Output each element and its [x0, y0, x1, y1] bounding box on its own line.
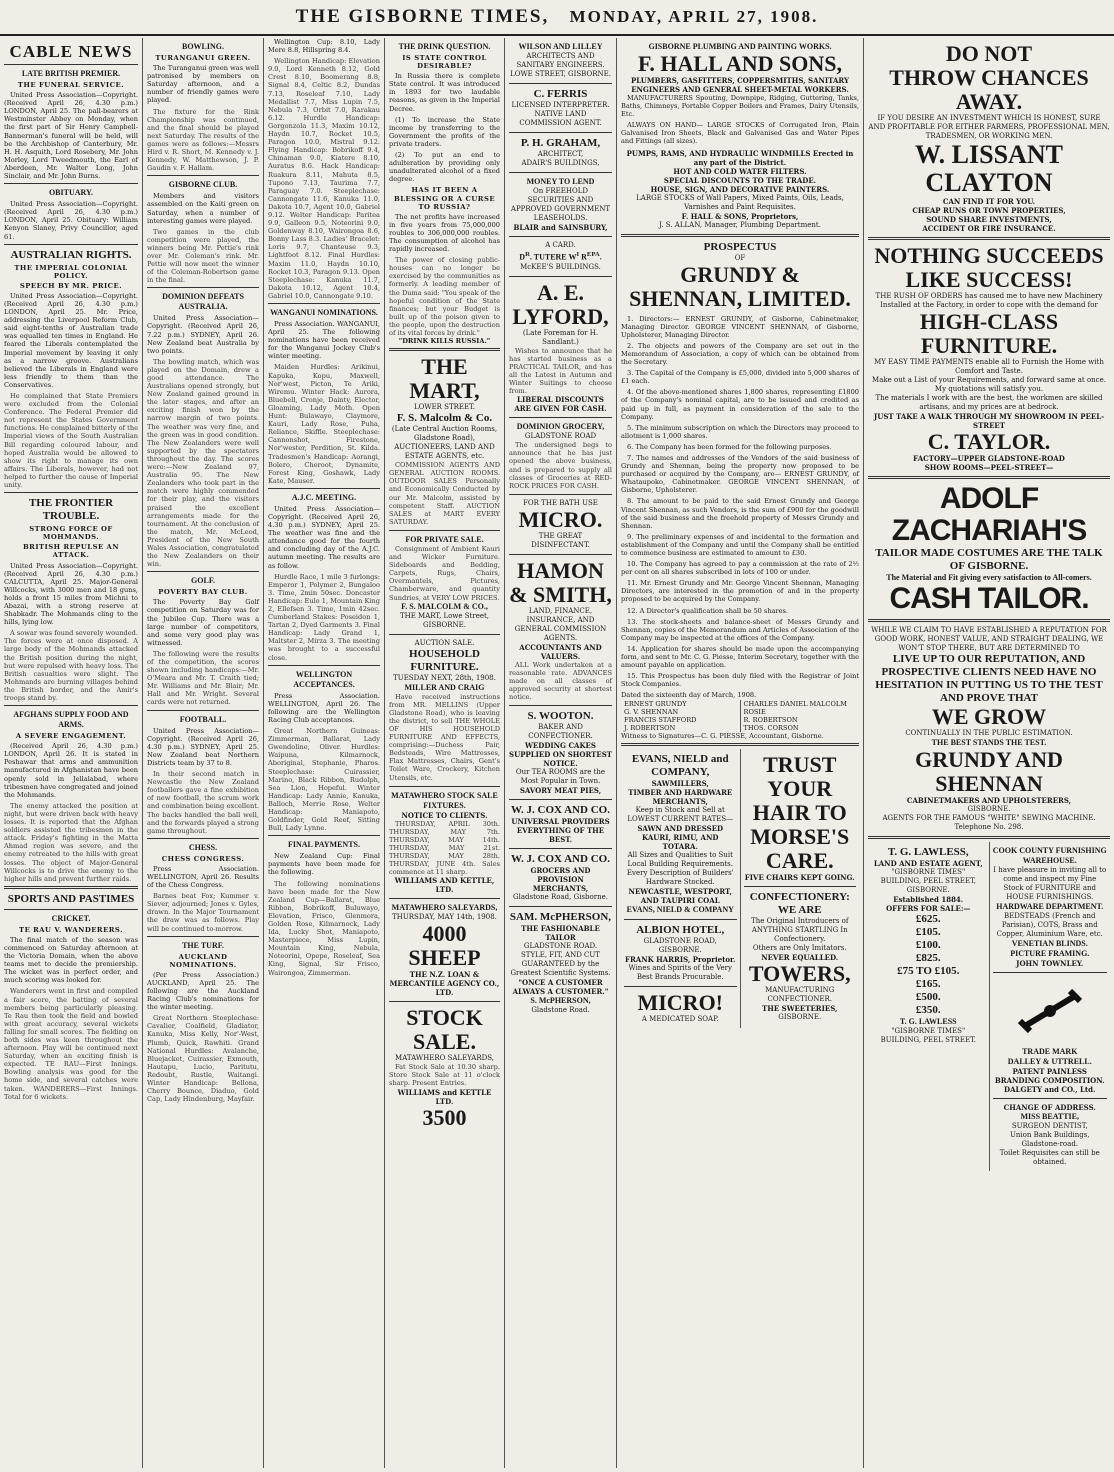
ad-text: THE BEST STANDS THE TEST.: [931, 738, 1047, 747]
ad-title: DOMINION GROCERY,: [516, 422, 605, 432]
price: £75 TO £105.: [897, 965, 960, 977]
ad-text: Make out a List of your Requirements, and forward same at once. My quotations will satisfy you.: [872, 376, 1106, 393]
article-heading: THE TURF.: [182, 940, 224, 950]
ad-ferris: [509, 88, 612, 128]
ad-text: KAURI, RIMU, AND TOTARA.: [642, 832, 719, 851]
ad-text: Others are Only Imitators.: [752, 943, 847, 952]
ad-grundy-shennan: [868, 626, 1110, 832]
ad-wj-cox: [509, 804, 612, 844]
ad-hamon-smith: HAMON & SMITH, LAND, FINANCE, INSURANCE, AND GENERAL COMMISSION AGENTS. ACCOUNTANTS AND VALUERS. ALL Work undertaken at a reasonable rate. ADVANCES made on all classes of approved security at shortest notice.: [509, 557, 612, 702]
ad-micro-soap: [624, 991, 737, 1024]
ad-text: Wines and Spirits of the Very Best Brands Procurable.: [628, 963, 732, 981]
ad-subtitle: PATENT PAINLESS BRANDING COMPOSITION.: [994, 1067, 1105, 1086]
ad-text: J. S. ALLAN, Manager, Plumbing Department.: [659, 220, 821, 229]
ad-private-sale: FOR PRIVATE SALE. Consignment of Ambient Kauri and Wicker Furniture. Sideboards and Bedding, Carpets, Rugs, Chairs, Overmantels, Pictures, Chamberware, and quantity Sundries, at VERY LOW PRICES. F. S. MALCOLM & CO., THE MART, Lowe Street, GISBORNE.: [389, 534, 500, 629]
ad-title: DO NOT: [945, 41, 1033, 66]
article-subheading: BRITISH REPULSE AN ATTACK.: [22, 543, 120, 560]
ad-text: (Late Central Auction Rooms, Gladstone Road), AUCTIONEERS, LAND AND ESTATE AGENTS, etc.: [391, 425, 498, 461]
ad-name: WILLIAMS AND KETTLE, LTD.: [394, 876, 495, 895]
signature: G. V. SHENNAN: [624, 707, 679, 716]
article-text: United Press Association—Copyright. (Received April 26, 4.30 p.m.) CALCUTTA, April 25. Major-General Willcocks, with 3000 men and 18 guns, holds a front 15 miles from Michni to Abazai, with a strong reserve at Shabkadr. The Mohmands cling to the hills, lying low.: [4, 561, 138, 627]
ad-graham: [509, 137, 612, 168]
article-text: Members and visitors assembled on the Kaiti green on Saturday, when a number of interesting games were played.: [147, 192, 259, 225]
ad-text: HOUSE, SIGN, AND DECORATIVE PAINTERS.: [650, 184, 830, 194]
ad-text: LIVE UP TO OUR REPUTATION, AND PROSPECTIVE CLIENTS NEED HAVE NO HESITATION IN PUTTING US TO THE TEST AND PROVE THAT: [875, 653, 1103, 704]
ad-auction-sale: AUCTION SALE. HOUSEHOLD FURNITURE. TUESDAY NEXT, 28th, 1908. MILLER AND CRAIG Have received instructions from MR. MELLINS (Upper Gladstone Road), who is leaving the district, to sell THE WHOLE OF HIS HOUSEHOLD FURNITURE AND EFFECTS, comprising:—Duchess Pair, Bedsteads, Wire Mattresses, Flax Mattresses, Chairs, Gent's Toilet Ware, Crockery, Kitchen Utensils, etc.: [389, 638, 500, 782]
ad-text: FACTORY—UPPER GLADSTONE-ROAD: [913, 454, 1065, 463]
ad-subtitle: THE GREAT DISINFECTANT.: [531, 531, 590, 549]
article-text: United Press Association—Copyright. (Received April 26, 4.30 p.m.) LONDON, April 25. The pall-bearers at Westminster Abbey on Monday, when the first part of Sir Henry Campbell-Bannerman's funeral will be held, will be the Archbishop of Canterbury, Mr. H. H. Asquith, Lord Rosebery, Mr. John Morley, Lord Tweedmouth, the Earl of Aberdeen, Mr. Walter Long, John Sinclair, and Mr. John Burns.: [4, 91, 138, 181]
ad-lawless: [871, 846, 986, 1045]
article-subheading: HAS IT BEEN A BLESSING OR A CURSE TO RUSSIA?: [393, 186, 496, 211]
ad-subtitle: LOWER STREET.: [413, 403, 475, 412]
article-text: Press Association. WANGANUI, April 25. The following nominations have been received for the Wanganui Jockey Club's winter meeting.: [268, 320, 380, 361]
ad-title: HAMON & SMITH,: [509, 557, 612, 607]
ad-headline: WE GROW: [931, 704, 1047, 729]
ad-adolf-zachariah: [868, 483, 1110, 615]
article-heading: DOMINION DEFEATS AUSTRALIA.: [162, 292, 244, 312]
ad-wooton: [509, 710, 612, 795]
ad-text: WHILE WE CLAIM TO HAVE ESTABLISHED A REPUTATION FOR GOOD WORK, HONEST VALUE, AND STRAIGHT DEALING, WE WON'T STOP THERE, BUT ARE DETERMINED TO: [871, 626, 1107, 652]
prospectus-clause: 4. Of the above-mentioned shares 1,800 shares, representing £1800 of the Company's nominal capital, are to be issued and credited as paid up in full, as payment in consideration of the sale to the Company.: [621, 388, 859, 421]
column-turf: Wellington Cup: 8.10, Lady Mere 8.8, Hillspring 8.4. Wellington Handicap: Elevation 9.0, Lord Kenneth 8.12, Gold Crest 8.10, Boomerang 8.8, Signal 8.4, Celtic 8.2, Dundas 7.13, Roseleaf 7.10, Lady Medallist 7.7, Miss Lupin 7.5, Nebula 7.3, Orbit 7.0, Rarakau 6.12. Hurdle Handicap: Gorgonzola 11.3, Maxim 10.12, Haydn 10.7, Rocket 10.5, Paragon 10.0, Mistral 9.12. Flying Handicap: Bobrikoff 9.4, Chinaman 9.0, Kiatere 8.10, Auratus 8.6. Hack Handicap: Ruakura 8.11, Mahuta 8.5, Tupono 7.13, Taurima 7.7, Paraguay 7.0. Steeplechase: Cannongate 11.6, Kanuka 11.0, Dakota 10.7, Agent 10.0, Gabriel 9.12. Welter Handicap: Paritea 9.9, Galleon 9.5, Noteorini 9.0, Goldenway 8.10, Wairongoa 8.6, Bonny Lass 8.3. Ladies' Bracelet: Loris 9.7, Chanteuse 9.3, Lightfoot 8.12. Final Hurdles: Maxim 11.0, Haydn 10.10, Rocket 10.3, Paragon 9.13. Open Steeplechase: Kanuka 11.7, Dakota 10.12, Agent 10.4, Gabriel 10.0, Cannongate 9.10. WANGANUI NOMINATIONS. Press Association. WANGANUI, April 25. The following nominations have been received for the Wanganui Jockey Club's winter meeting. Maiden Hurdles: Arikinui, Kapuka, Kopu, Maxwell, Nor'west, Picton, Te Ariki, Wiremu. Winter Hack: Aurora, Bluebell, Cronje, Dainty, Elector, Gloaming, Lady Moth. Open Hunt: Bulawayo, Claymore, Kauri, Lady Rose, Puha, Reliance, Skiffle. Steeplechase: Cannonshot, Firestone, Nor'wester, Perdition, St. Kilda. Tradesmen's Handicap: Aorangi, Bolero, Cheroot, Dynamite, Forest King, Goshawk, Lady Kate, Mauser. A.J.C. MEETING. United Press Association—Copyright. (Received April 26, 4.30 p.m.) SYDNEY, April 25. The weather was fine and the attendance good for the fourth and concluding day of the A.J.C. autumn meeting. The results are as follow. Hurdle Race, 1 mile 3 furlongs: Emperor 1, Polymer 2, Bungaloo 3. Time, 2min 50sec. Doncaster Handicap: Eulo 1, Mountain King 2, Ellefsen 3. Time, 1min 42sec. Cumberland Stakes: Poseidon 1, Tartan 2, Dyed Garments 3. Final Handicap: Lady Grand 1, Maltster 2, Mirza 3. The meeting was brought to a successful close. WELLINGTON ACCEPTANCES. Press Association. WELLINGTON, April 26. The following are the Wellington Racing Club acceptances. Great Northern Guineas: Zimmerman, Ballarat, Lady Gwendoline, Oliver. Hurdles: Waipuna, Kilmarnock, Aboriginal, Stephanie, Pharos. Steeplechase: Cuirassier, Marino, Black Ribbon, Rudolph, Sea Lion, Hopeful. Winter Handicap: Lady Annie, Kanuka, Balloch, Merrie Rose, Welter Handicap: Maniapoto, Goldfinder, Gold Reef, Sitting Bull, Lady Lynne. FINAL PAYMENTS. New Zealand Cup: Final payments have been made for the following. The following nominations have been made for the New Zealand Cup—Ballarat, Blue Ribbon, Bobrikoff, Buluwayo, Elevation, Frisco, Glenmora, Golden Rose, Kilmarnock, Lady Ida, Lucky Shot, Maniapoto, Masterpiece, Miss Lupin, Mountain King, Nebula, Noteorini, Opepe, Roseleaf, Sea King, Signal, Sir Frisco, Wairongoa, Zimmerman.: [264, 38, 385, 1468]
ad-text: DALGETY and CO., Ltd.: [1004, 1085, 1096, 1095]
ad-tutere: [509, 241, 612, 272]
article-text: (1) To increase the State income by transferring to the Government the profits of the private traders.: [389, 115, 500, 148]
ad-text: TIMBER AND HARDWARE MERCHANTS,: [628, 787, 733, 806]
prospectus-clause: 9. The preliminary expenses of and incidental to the formation and establishment of the Company and until the Company shall be entitled to commence business are estimated to amount to £30.: [621, 532, 859, 557]
ad-text: CONTINUALLY IN THE PUBLIC ESTIMATION.: [905, 729, 1073, 737]
ad-address: Union Bank Buildings, Gladstone-road.: [1009, 1131, 1090, 1149]
ad-headline: TAILOR MADE COSTUMES ARE THE TALK OF GISBORNE.: [875, 547, 1103, 572]
article-text: United Press Association—Copyright. (Received April 26, 4.30 p.m.) SYDNEY, April 25. New Zealand beat Northern Districts team by 37 to 8.: [147, 726, 259, 767]
ad-title: TRADE MARK: [1022, 1047, 1078, 1057]
ad-text: Keep in Stock and Sell at LOWEST CURRENT RATES—: [627, 805, 734, 823]
ad-text: AGENTS FOR THE FAMOUS "WHITE" SEWING MACHINE.: [882, 814, 1096, 822]
ad-title: CHANGE OF ADDRESS.: [1003, 1103, 1096, 1113]
article-heading: WELLINGTON ACCEPTANCES.: [293, 669, 355, 689]
witness: Witness to Signatures—C. G. PIESSE, Accountant, Gisborne.: [621, 731, 824, 740]
prospectus-clause: 12. A Director's qualification shall be 50 shares.: [627, 606, 789, 615]
section-heading: SPORTS AND PASTIMES: [7, 892, 135, 905]
price: £165.: [915, 978, 941, 990]
ad-text: SOUND SHARE INVESTMENTS,: [926, 215, 1052, 224]
ad-title: MATAWHERO STOCK SALE FIXTURES.: [391, 790, 498, 810]
ad-name: W. LISSANT CLAYTON: [915, 140, 1063, 197]
ad-text: JUST TAKE A WALK THROUGH MY SHOWROOM IN PEEL-STREET: [873, 412, 1105, 430]
ad-title: THROW CHANCES AWAY.: [889, 65, 1089, 114]
signature: THOS. CORSON: [743, 723, 799, 732]
ad-title: A. E. LYFORD,: [512, 279, 609, 329]
ad-towers: [744, 891, 857, 1022]
signature: J. ROBERTSON: [624, 723, 676, 732]
column-display-ads: [864, 38, 1114, 1468]
article-heading: CHESS.: [188, 842, 218, 852]
ad-name: T. G. LAWLESS: [899, 1017, 957, 1026]
ad-headline: HIGH-CLASS FURNITURE.: [919, 309, 1059, 358]
ad-text: CHEAP RUNS OR TOWN PROPERTIES,: [912, 206, 1066, 215]
price: £350.: [915, 1004, 941, 1016]
ad-the-mart: THE MART, LOWER STREET. F. S. Malcolm & Co. (Late Central Auction Rooms, Gladstone Road), AUCTIONEERS, LAND AND ESTATE AGENTS, etc. COMMISSION AGENTS AND GENERAL AUCTION ROOMS. OUTDOOR SALES Personally and Economically Conducted by our Mr. Malcolm, assisted by competent Staff. AUCTION SALES at MART EVERY SATURDAY.: [389, 354, 500, 526]
prospectus-clause: 15. This Prospectus has been duly filed with the Registrar of Joint Stock Companies.: [621, 672, 859, 689]
ad-name: CASH TAILOR.: [889, 582, 1089, 615]
ad-text: PUMPS, RAMS, AND HYDRAULIC WINDMILLS Erected in any part of the District.: [626, 148, 854, 167]
ad-subtitle: (Late Foreman for H. Sandlant.): [522, 328, 599, 346]
ad-text: ACCOUNTANTS AND VALUERS.: [519, 642, 602, 661]
ad-subtitle: SURGEON DENTIST,: [1011, 1122, 1088, 1131]
article-heading: AFGHANS SUPPLY FOOD AND ARMS.: [13, 710, 129, 730]
ad-name: EVANS, NIELD & COMPANY: [626, 904, 734, 914]
article-heading: FOOTBALL.: [179, 714, 227, 724]
ad-evans-nield: [624, 753, 737, 915]
ad-text: NEVER EQUALLED.: [761, 952, 839, 962]
prospectus-header: [621, 241, 859, 311]
ad-text: ACCIDENT OR FIRE INSURANCE.: [922, 224, 1056, 233]
ad-title: A CARD.: [545, 241, 576, 249]
masthead-title: THE GISBORNE TIMES,: [295, 6, 550, 27]
ad-title: STOCK SALE.: [406, 1005, 483, 1055]
ad-text: The Material and Fit giving every satisfaction to All-comers.: [886, 573, 1092, 582]
ad-title: EVANS, NIELD and COMPANY,: [631, 752, 729, 778]
ad-address: Gladstone Road.: [531, 1006, 590, 1015]
article-text: (Received April 26, 4.30 p.m.) LONDON, April 26. It is stated in Peshawar that arms and ammunition manufactured in Afghanistan have been openly sold in Jellalabad, where tribesmen have congregated and joined the Mohmands.: [4, 742, 138, 799]
article-subheading: POVERTY BAY CLUB.: [158, 588, 248, 597]
ad-name: JOHN TOWNLEY.: [1016, 959, 1084, 968]
ad-title: SAM. McPHERSON,: [509, 911, 612, 924]
ad-text: BEDSTEADS (French and Parisian), COTS, Brass and Copper, Aluminium Ware, etc.: [996, 912, 1103, 938]
ad-name: S. McPHERSON,: [530, 996, 591, 1006]
signature: ERNEST GRUNDY: [624, 699, 687, 708]
article-text: New Zealand Cup: Final payments have been made for the following.: [268, 852, 380, 877]
ad-stock-sale-fixtures: MATAWHERO STOCK SALE FIXTURES. NOTICE TO CLIENTS. THURSDAY, APRIL 30th. THURSDAY, MAY 7th. THURSDAY, MAY 14th. THURSDAY, MAY 21st. THURSDAY, MAY 28th. THURSDAY, JUNE 4th. Sales commence at 11 sharp. WILLIAMS AND KETTLE, LTD.: [389, 790, 500, 895]
ad-name: MISS BEATTIE,: [1020, 1112, 1080, 1122]
column-sports: BOWLING. TURANGANUI GREEN. The Turanganui green was well patronised by members on Saturday afternoon, and a number of friendly games were played. The fixture for the Rink Championship was continued, and the final should be played next Saturday. The results of the games were as follows:—Messrs Hird v. R. Short, M. Kennedy v. J. Kennedy, W. Matthewson, J. P. Gaudin v. F. Hallam. GISBORNE CLUB. Members and visitors assembled on the Kaiti green on Saturday, when a number of interesting games were played. Two games in the club competition were played, the winners being Mr. Pettie's rink over Mr. Coleman's rink. Mr. Pettie will now meet the winner of the Coleman-Robertson game in the final. DOMINION DEFEATS AUSTRALIA. United Press Association—Copyright. (Received April 26, 7.22 p.m.) SYDNEY, April 26. New Zealand beat Australia by two points. The bowling match, which was played on the Domain, drew a good attendance. The Australians opened strongly, but New Zealand gained ground in the later stages, and after an exciting finish won by the narrow margin of two points. The weather was very fine, and the green was in good condition. The New Zealanders were well supported by the spectators throughout the day. The scores were:—New Zealand 97, Australia 95. The New Zealanders who took part in the match were highly commended for their play, and the visitors praised the excellent arrangements made for the tournament. At the conclusion of the match, Mr. McLeod, President of the New South Wales Association, congratulated the New Zealanders on their win. GOLF. POVERTY BAY CLUB. The Poverty Bay Golf competition on Saturday was for the Jubilee Cup. There was a large number of competitors, and some very good play was witnessed. The following were the results of the competition, the scores shown including handicaps:—Mr. O'Meara and Mr. T. Craith tied; Mr. Williams and Mr. Blair; Mr. Hall and Mr. Wright. Several cards were not returned. FOOTBALL. United Press Association—Copyright. (Received April 26, 4.30 p.m.) SYDNEY, April 25. New Zealand beat Northern Districts team by 37 to 8. In their second match in Newcastle the New Zealand footballers gave a fine exhibition of new football, the scrum work and combination being excellent. The backs handled the ball well, and the forwards played a strong game throughout. CHESS. CHESS CONGRESS. Press Association. WELLINGTON, April 26. Results of the Chess Congress. Barnes beat Fox; Kummer v. Siever, adjourned; Jones v. Gyles, drawn. In the Major Tournament the draw was as follows. Play will be continued to-morrow. THE TURF. AUCKLAND NOMINATIONS. (Per Press Association.) AUCKLAND, April 25. The following are the Auckland Racing Club's nominations for the winter meeting. Great Northern Steeplechase: Cavalier, Coalfield, Gladiator, Kanuka, Miss Kelly, Nor'-West, Plumb, Quick, Rawhiti. Grand National Hurdles: Avalanche, Bluejacket, Cuirassier, Exmouth, Hautapu, Lucio, Paritutu, Redoubt, Rustle, Waitangi. Winter Handicap: Bellona, Cherry Bounce, Diaduo, Gold Cap, Lady Hindenburg, Mayfair.: [143, 38, 264, 1468]
ad-text: The materials I work with are the best, the workmen are skilled artisans, and my prices are at bedrock.: [875, 394, 1103, 411]
ad-text: THE MART, Lowe Street, GISBORNE.: [399, 611, 490, 629]
article-subheading: THE FUNERAL SERVICE.: [17, 81, 125, 89]
ad-text: Our TEA ROOMS are the Most Popular in Town.: [515, 768, 606, 786]
ad-address: GISBORNE.: [778, 1012, 822, 1021]
ad-name: THE N.Z. LOAN & MERCANTILE AGENCY CO., LTD.: [389, 970, 500, 998]
ad-subtitle: BAKER AND CONFECTIONER.: [528, 723, 593, 741]
ad-mcpherson: [509, 911, 612, 1015]
ad-dominion-grocery: DOMINION GROCERY, GLADSTONE ROAD The undersigned begs to announce that he has just opened the above business, and is prepared to supply all classes of Groceries at RED-ROCK PRICES FOR CASH.: [509, 422, 612, 490]
ad-text: FRANK HARRIS, Proprietor.: [625, 954, 736, 964]
ad-text: LIBERAL DISCOUNTS ARE GIVEN FOR CASH.: [514, 395, 607, 414]
ad-stock-sale: STOCK SALE. MATAWHERO SALEYARDS, Fat Stock Sale at 10.30 sharp. Store Stock Sale at 11 o'clock sharp. Present Entries. WILLIAMS and KETTLE LTD. 3500: [389, 1005, 500, 1130]
ad-wj-cox-grocers: [509, 853, 612, 902]
ad-text: SAWN AND DRESSED: [637, 823, 724, 833]
section-heading: CABLE NEWS: [9, 42, 133, 61]
ad-text: Telephone No. 298.: [954, 823, 1024, 831]
article-text: The Poverty Bay Golf competition on Saturday was for the Jubilee Cup. There was a large number of competitors, and some very good play was witnessed.: [147, 598, 259, 647]
ad-wilson-lilley: [509, 42, 612, 79]
ad-subtitle: FIVE CHAIRS KEPT GOING.: [744, 872, 855, 882]
ad-title: NOTHING SUCCEEDS LIKE SUCCESS!: [874, 243, 1104, 292]
ad-subtitle: CAN FIND IT FOR YOU.: [942, 197, 1036, 206]
ad-title: MONEY TO LEND: [526, 177, 595, 186]
ad-name: F. HALL AND SONS,: [638, 51, 842, 76]
article-subheading: TURANGANUI GREEN.: [155, 54, 251, 62]
ad-subtitle: VENETIAN BLINDS.: [1011, 939, 1088, 948]
ad-text: TUESDAY NEXT, 28th, 1908.: [393, 673, 496, 682]
ad-title: ADOLF ZACHARIAH'S: [891, 482, 1087, 547]
article-heading: THE FRONTIER TROUBLE.: [28, 497, 114, 523]
prospectus-clause: 13. The stock-sheets and balance-sheet of Messrs Grundy and Shennan, copies of the Memorandum and Articles of Association of the Company may be inspected at the offices of the Company.: [621, 617, 859, 642]
prospectus-clause: 10. The Company has agreed to pay a commission at the rate of 2½ per cent on all shares subscribed in lots of 100 or under.: [621, 560, 859, 577]
ad-hall-sons: [621, 42, 859, 230]
prospectus-dated: Dated the sixteenth day of March, 1908.: [621, 691, 757, 700]
ad-cook-county: [993, 846, 1108, 968]
ad-subtitle: PLUMBERS, GASFITTERS, COPPERSMITHS, SANITARY ENGINEERS AND GENERAL SHEET-METAL WORKERS.: [630, 76, 850, 94]
ad-subtitle: LICENSED INTERPRETER.: [511, 101, 610, 109]
article-heading: AUSTRALIAN RIGHTS.: [10, 248, 132, 261]
article-text: The final match of the season was commenced on Saturday afternoon at the Victoria Domain, when the above teams met to decide the premiership. The wicket was in perfect order, and much scoring was looked for.: [4, 935, 138, 985]
ad-saleyards: [389, 903, 500, 997]
ad-title: WILSON AND LILLEY: [518, 42, 603, 51]
article-heading: BOWLING.: [181, 42, 224, 51]
price: £100.: [915, 939, 941, 951]
prospectus-clause: 7. The names and addresses of the Vendors of the said business of Grundy and Shennan, being the property now proposed to be purchased or acquired by the Company, are— ERNEST GRUNDY, of Whataupoko, Cabinetmaker. GEORGE VINCENT SHENNAN, of Gisborne, Upholsterer.: [621, 453, 859, 495]
ad-address: ADAIR'S BUILDINGS,: [521, 159, 600, 167]
ad-address: GLADSTONE ROAD.: [523, 942, 598, 951]
anchor-trade-mark-icon: [1005, 981, 1095, 1041]
signature: CHARLES DANIEL MALCOLM ROSIE: [743, 699, 848, 716]
article-text: United Press Association—Copyright. (Received April 26, 7.22 p.m.) SYDNEY, April 26. New Zealand beat Australia by two points.: [147, 314, 259, 355]
ad-subtitle: LAND AND ESTATE AGENT,: [873, 859, 983, 868]
ad-lissant-clayton: [868, 42, 1110, 233]
ad-trade-mark: [993, 977, 1108, 1094]
ad-title: T. G. LAWLESS,: [887, 846, 969, 858]
ad-title: GISBORNE PLUMBING AND PAINTING WORKS.: [648, 42, 832, 51]
ad-title: P. H. GRAHAM,: [520, 137, 601, 149]
prospectus-clause: 14. Application for shares should be made upon the accompanying form, and sent to Mr. C. G. Piesse, Interim Secretary, together with the amount payable on application.: [621, 644, 859, 670]
ad-lyford: A. E. LYFORD, (Late Foreman for H. Sandlant.) Wishes to announce that he has started business as a PRACTICAL TAILOR, and has all the Latest in Autumn and Winter Suitings to choose from. LIBERAL DISCOUNTS ARE GIVEN FOR CASH.: [509, 279, 612, 414]
ad-text: STYLE, FIT, AND CUT GUARANTEED by the Greatest Scientific Systems.: [510, 951, 611, 978]
ad-money-to-lend: [509, 177, 612, 232]
ad-subtitle: MANUFACTURING CONFECTIONER.: [765, 985, 835, 1003]
ad-title: FOR THE BATH USE: [523, 498, 598, 507]
ad-address: LOWE STREET, GISBORNE.: [510, 70, 611, 78]
article-text: United Press Association—Copyright. (Received April 26, 4.30 p.m.) LONDON, April 25. Mr. Price, addressing the Liverpool Reform Club, said eight-tenths of Australian trade was equalled ten times in England. He feared the Liberals contemplated the Imperial movement by leaving it only as a narrow groove. Australians believed the Liberals in England were less friendly to them than the Conservatives.: [4, 291, 138, 389]
ad-albion-hotel: [624, 924, 737, 982]
ad-text: SPECIAL DISCOUNTS TO THE TRADE.: [663, 175, 817, 185]
article-subheading: SPEECH BY MR. PRICE.: [19, 281, 123, 290]
article-heading: FINAL PAYMENTS.: [287, 840, 360, 850]
prospectus-clause: 3. The Capital of the Company is £5,000, divided into 5,000 shares of £1 each.: [621, 369, 860, 386]
ad-text: "ONCE A CUSTOMER ALWAYS A CUSTOMER.": [512, 978, 609, 997]
ad-c-taylor: [868, 244, 1110, 472]
article-heading: GISBORNE CLUB.: [168, 180, 238, 190]
article-heading: CRICKET.: [51, 913, 91, 923]
ad-title: FOR PRIVATE SALE.: [405, 534, 484, 544]
prospectus-of: OF: [734, 253, 746, 262]
article-heading: OBITUARY.: [48, 188, 94, 198]
ad-morse: [744, 753, 857, 882]
prospectus-clause: 8. The amount to be paid to the said Ernest Grundy and George Vincent Shennan, as such Vendors, is the sum of £900 for the goodwill of the said business and the freehold property of Messrs Grundy and Shennan.: [621, 497, 859, 530]
price: £625.: [915, 913, 941, 925]
quote: "DRINK KILLS RUSSIA.": [398, 337, 491, 346]
ad-subtitle: NOTICE TO CLIENTS.: [401, 810, 488, 820]
ad-subtitle: On FREEHOLD SECURITIES AND APPROVED GOVERNMENT LEASEHOLDS.: [510, 187, 611, 222]
signatures: [621, 700, 859, 732]
article-subheading: IS STATE CONTROL DESIRABLE?: [402, 54, 487, 71]
article-subheading: THE IMPERIAL COLONIAL POLICY.: [14, 263, 128, 280]
bottom-ads-right: [868, 842, 1110, 1171]
ad-micro: [509, 499, 612, 550]
column-cable-news: CABLE NEWS LATE BRITISH PREMIER. THE FUNERAL SERVICE. United Press Association—Copyright. (Received April 26, 4.30 p.m.) LONDON, April 25. The pall-bearers at Westminster Abbey on Monday, when the first part of Sir Henry Campbell-Bannerman's funeral will be held, will be the Archbishop of Canterbury, Mr. H. H. Asquith, Lord Rosebery, Mr. John Morley, Lord Tweedmouth, the Earl of Aberdeen, Mr. Walter Long, John Sinclair, and Mr. John Burns. OBITUARY. United Press Association—Copyright. (Received April 26, 4.30 p.m.) LONDON, April 25. Obituary: William Kenyon Slaney, Privy Councillor, aged 61. AUSTRALIAN RIGHTS. THE IMPERIAL COLONIAL POLICY. SPEECH BY MR. PRICE. United Press Association—Copyright. (Received April 26, 4.30 p.m.) LONDON, April 25. Mr. Price, addressing the Liverpool Reform Club, said eight-tenths of Australian trade was equalled ten times in England. He feared the Liberals contemplated the Imperial movement by leaving it only as a narrow groove. Australians believed the Liberals in England were less friendly to them than the Conservatives. He complained that State Premiers were excluded from the Colonial Conference. The Federal Premier did not represent the States Government functions. He complained bitterly of the Imperial views of the South Australian Bill regarding coloured labour, and hoped Australia would be allowed to show its right to manage its own affairs. The Liberals, however, had not helped to further the cause of Imperial unity. THE FRONTIER TROUBLE. STRONG FORCE OF MOHMANDS. BRITISH REPULSE AN ATTACK. United Press Association—Copyright. (Received April 26, 4.30 p.m.) CALCUTTA, April 25. Major-General Willcocks, with 3000 men and 18 guns, holds a front 15 miles from Michni to Abazai, with a strong reserve at Shabkadr. The Mohmands cling to the hills, lying low. A sowar was found severely wounded. The forces were at once disposed. A large body of the Mohmands attacked the British position during the night, but were repulsed with heavy loss. The British casualties were slight. The Mohmands are burning villages behind the British border, and the Amir's troops stand by. AFGHANS SUPPLY FOOD AND ARMS. A SEVERE ENGAGEMENT. (Received April 26, 4.30 p.m.) LONDON, April 26. It is stated in Peshawar that arms and ammunition manufactured in Afghanistan have been openly sold in Jellalabad, where tribesmen have congregated and joined the Mohmands. The enemy attacked the position at night, but were driven back with heavy losses. It is reported that the Afghan soldiers assisted the tribesmen in the attack. Friday's fighting in the Matta Ahmad region was severe, and the enemy retreated to the hills with great losses. The object of Major-General Willcocks is to drive the enemy to the higher hills and prevent further raids. SPORTS AND PASTIMES CRICKET. TE RAU V. WANDERERS. The final match of the season was commenced on Saturday afternoon at the Victoria Domain, when the above teams met to decide the premiership. The wicket was in perfect order, and much scoring was looked for. Wanderers went in first and compiled a fair score, the batting of several members being particularly pleasing. Te Rau then took the field and bowled with great accuracy, several wickets falling for small scores. The fielding on both sides was keen throughout the afternoon. Play will be continued next Saturday, when an exciting finish is expected. TE RAU—First Innings. Bowling analysis was good for the home side, and several catches were taken. WANDERERS—First Innings. Total for 6 wickets.: [0, 38, 143, 1468]
masthead: [0, 0, 1114, 36]
ad-text: Every Description of Builders' Hardware Stocked.: [626, 868, 734, 886]
ad-beattie: [993, 1103, 1108, 1167]
ad-subtitle: PICTURE FRAMING.: [1010, 949, 1090, 958]
prospectus-title: PROSPECTUS: [703, 240, 777, 253]
ad-auctioneer: MILLER AND CRAIG: [404, 682, 485, 692]
masthead-date: MONDAY, APRIL 27, 1908.: [569, 7, 819, 26]
ad-title: AUCTION SALE.: [414, 638, 475, 647]
ad-text: THE SWEETERIES,: [762, 1003, 838, 1013]
ad-text: Established 1884.: [893, 895, 964, 904]
column-professional-cards: [505, 38, 617, 1468]
ad-text: MY EASY TIME PAYMENTS enable all to Furnish the Home with Comfort and Taste.: [874, 358, 1104, 375]
ad-title: W. J. COX AND CO.: [511, 853, 610, 866]
ad-subtitle: ARCHITECTS AND SANITARY ENGINEERS.: [516, 52, 605, 69]
article-text: Wellington Cup: 8.10, Lady Mere 8.8, Hillspring 8.4.: [268, 38, 380, 55]
ad-text: SAVORY MEAT PIES,: [519, 786, 602, 796]
ad-text: SHOW ROOMS—PEEL-STREET—: [924, 463, 1054, 472]
prospectus-clause: 2. The objects and powers of the Company are set out in the Memorandum of Association, a copy of which can be obtained from the Secretary.: [621, 341, 859, 367]
ad-text: Toilet Requisites can still be obtained.: [999, 1149, 1100, 1167]
ad-title: COOK COUNTY FURNISHING WAREHOUSE.: [992, 846, 1107, 865]
ad-text: All Sizes and Qualities to Suit Local Building Requirements.: [627, 850, 734, 868]
ad-name: HOUSEHOLD FURNITURE.: [409, 647, 480, 673]
ad-name: DALLEY & UTTRELL.: [1007, 1057, 1092, 1067]
ad-text: EVERYTHING OF THE BEST.: [516, 826, 605, 845]
ad-title: ALBION HOTEL,: [636, 923, 725, 936]
ad-text: WE ARE: [777, 903, 822, 916]
article-heading: THE DRINK QUESTION.: [398, 42, 491, 51]
ad-address: "GISBORNE TIMES" BUILDING, PEEL STREET.: [880, 1027, 976, 1044]
article-subheading: CHESS CONGRESS.: [161, 854, 245, 863]
ad-title: W. J. COX AND CO.: [511, 804, 610, 817]
article-text: (2) To put an end to adulteration by providing only unadulterated alcohol of a fixed degree.: [389, 151, 500, 184]
ad-sheep: 4000 SHEEP: [408, 921, 481, 971]
prospectus-clause: 6. The Company has been formed for the following purposes.: [627, 442, 832, 451]
article-text: Press Association. WELLINGTON, April 26. Results of the Chess Congress.: [147, 864, 259, 890]
ad-name: MICRO.: [518, 506, 603, 532]
ad-name: F. S. MALCOLM & CO.,: [401, 601, 488, 611]
ad-address: "GISBORNE TIMES" BUILDING, PEEL STREET, GISBORNE.: [880, 868, 976, 894]
ad-subtitle: A MEDICATED SOAP.: [641, 1014, 719, 1023]
column-prospectus: [617, 38, 864, 1468]
ad-subtitle: THE FASHIONABLE TAILOR: [521, 924, 600, 943]
signature: R. ROBERTSON: [743, 715, 798, 724]
ad-text: ALWAYS ON HAND— LARGE STOCKS of Corrugated Iron, Plain Galvanised Iron Sheets, Black and Galvanised Gas and Water Pipes and Fittings (all sizes).: [621, 121, 859, 146]
ad-subtitle: GLADSTONE ROAD: [524, 432, 597, 441]
ad-subtitle: UNIVERSAL PROVIDERS: [511, 817, 610, 827]
ad-text: LARGE STOCKS of Wall Papers, Mixed Paints, Oils, Leads, Varnishes and Paint Requisites.: [636, 193, 844, 211]
ad-address: Gladstone Road, Gisborne.: [513, 893, 608, 902]
ad-address: GISBORNE.: [967, 805, 1011, 813]
ad-name: C. TAYLOR.: [927, 429, 1051, 454]
prospectus-clause: 11. Mr. Ernest Grundy and Mr. George Vincent Shennan, Managing Directors, are interested in the promotion of and in the property proposed to be acquired by the Company.: [621, 579, 859, 604]
article-text: The Turanganui green was well patronised by members on Saturday afternoon, and a number of friendly games were played.: [147, 64, 259, 105]
ad-title: S. WOOTON.: [527, 710, 594, 723]
ad-text: The Original Introducers of ANYTHING STARTLING In Confectionery.: [751, 916, 849, 943]
ad-number: 3500: [422, 1104, 467, 1130]
article-text: Press Association. WELLINGTON, April 26. The following are the Wellington Racing Club acceptances.: [268, 691, 380, 724]
ad-address: McKEE'S BUILDINGS.: [520, 262, 601, 271]
ad-text: NEWCASTLE, WESTPORT, AND TAUPIRI COAL: [628, 886, 732, 905]
ad-subtitle: ARCHITECT,: [537, 150, 584, 158]
ad-subtitle: NATIVE LAND COMMISSION AGENT.: [519, 110, 602, 127]
ad-title: THE MART,: [409, 354, 480, 404]
ad-text: I have pleasure in inviting all to come and inspect my Fine Stock of FURNITURE and HOUSE FURNISHINGS.: [993, 866, 1107, 901]
ad-title: TRUST YOUR HAIR TO MORSE'S CARE.: [750, 751, 850, 873]
ad-title: MATAWHERO SALEYARDS,: [391, 903, 498, 913]
article-subheading: STRONG FORCE OF MOHMANDS.: [29, 525, 113, 542]
article-heading: GOLF.: [191, 576, 215, 586]
prospectus-clause: 1. Directors:— ERNEST GRUNDY, of Gisborne, Cabinetmaker, Managing Director. GEORGE VINCENT SHENNAN, of Gisborne, Upholsterer, Managing Director.: [621, 314, 859, 339]
article-heading: WANGANUI NOMINATIONS.: [270, 308, 378, 317]
ad-subtitle: SAWMILLERS,: [651, 778, 709, 788]
ad-date: THURSDAY, MAY 14th, 1908.: [392, 913, 497, 922]
signature: FRANCIS STAFFORD: [624, 715, 697, 724]
article-text: The net profits have increased in five years from 75,000,000 roubles to 306,000,000 roubles. The consumption of alcohol has rapidly increased.: [389, 212, 500, 254]
ad-name: TOWERS,: [748, 960, 851, 986]
column-drink-question: THE DRINK QUESTION. IS STATE CONTROL DESIRABLE? In Russia there is complete State control. It was introduced in 1893 for two laudable reasons, as given in the Imperial Decree. (1) To increase the State income by transferring to the Government the profits of the private traders. (2) To put an end to adulteration by providing only unadulterated alcohol of a fixed degree. HAS IT BEEN A BLESSING OR A CURSE TO RUSSIA? The net profits have increased in five years from 75,000,000 roubles to 306,000,000 roubles. The consumption of alcohol has rapidly increased. The power of closing public-houses can no longer be exercised by the communities as formerly. A leading member of the Duma said: "You speak of the hopeful condition of the State finances; but your Budget is built up of the poison given to the people, upon the destruction of its vital forces by drink." "DRINK KILLS RUSSIA." THE MART, LOWER STREET. F. S. Malcolm & Co. (Late Central Auction Rooms, Gladstone Road), AUCTIONEERS, LAND AND ESTATE AGENTS, etc. COMMISSION AGENTS AND GENERAL AUCTION ROOMS. OUTDOOR SALES Personally and Economically Conducted by our Mr. Malcolm, assisted by competent Staff. AUCTION SALES at MART EVERY SATURDAY. FOR PRIVATE SALE. Consignment of Ambient Kauri and Wicker Furniture. Sideboards and Bedding, Carpets, Rugs, Chairs, Overmantels, Pictures, Chamberware, and quantity Sundries, at VERY LOW PRICES. F. S. MALCOLM & CO., THE MART, Lowe Street, GISBORNE. AUCTION SALE. HOUSEHOLD FURNITURE. TUESDAY NEXT, 28th, 1908. MILLER AND CRAIG Have received instructions from MR. MELLINS (Upper Gladstone Road), who is leaving the district, to sell THE WHOLE OF HIS HOUSEHOLD FURNITURE AND EFFECTS, comprising:—Duchess Pair, Bedsteads, Wire Mattresses, Flax Mattresses, Chairs, Gent's Toilet Ware, Crockery, Kitchen Utensils, etc. MATAWHERO STOCK SALE FIXTURES. NOTICE TO CLIENTS. THURSDAY, APRIL 30th. THURSDAY, MAY 7th. THURSDAY, MAY 14th. THURSDAY, MAY 21st. THURSDAY, MAY 28th. THURSDAY, JUNE 4th. Sales commence at 11 sharp. WILLIAMS AND KETTLE, LTD. MATAWHERO SALEYARDS, THURSDAY, MAY 14th, 1908. 4000 SHEEP THE N.Z. LOAN & MERCANTILE AGENCY CO., LTD. STOCK SALE. MATAWHERO SALEYARDS, Fat Stock Sale at 10.30 sharp. Store Stock Sale at 11 o'clock sharp. Present Entries. WILLIAMS and KETTLE LTD. 3500: [385, 38, 505, 1468]
ad-text: THE RUSH OF ORDERS has caused me to have new Machinery Installed at the Factory, in order to cope with the demand for: [875, 292, 1103, 309]
ad-name: GRUNDY AND SHENNAN: [915, 747, 1063, 796]
article-text: In Russia there is complete State control. It was introduced in 1893 for two laudable reasons, as given in the Imperial Decree.: [389, 72, 500, 113]
prospectus-company: GRUNDY & SHENNAN, LIMITED.: [629, 261, 851, 311]
ad-subtitle: CABINETMAKERS AND UPHOLSTERERS,: [906, 796, 1072, 805]
article-text: United Press Association—Copyright. (Received April 26, 4.30 p.m.) SYDNEY, April 25. The weather was fine and the attendance good for the fourth and concluding day of the A.J.C. autumn meeting. The results are as follow.: [268, 504, 380, 570]
ad-subtitle: LAND, FINANCE, INSURANCE, AND GENERAL COMMISSION AGENTS.: [514, 606, 607, 642]
price: £500.: [915, 991, 941, 1003]
bottom-ads: [621, 749, 859, 1028]
ad-text: OFFERS FOR SALE:—: [886, 904, 971, 913]
ad-text: IF YOU DESIRE AN INVESTMENT WHICH IS HONEST, SURE AND PROFITABLE FOR EITHER FARMERS, PROFESSIONAL MEN, TRADESMEN, OR WORKING MEN.: [868, 114, 1110, 140]
price: £105.: [915, 926, 941, 938]
prospectus-clause: 5. The minimum subscription on which the Directors may proceed to allotment is 1,000 shares.: [621, 423, 859, 440]
ad-text: WEDDING CAKES SUPPLIED ON SHORTEST NOTICE.: [509, 741, 612, 769]
ad-text: MANUFACTURERS Spouting, Downpipe, Ridging, Guttering, Tanks, Baths, Chimneys, Portable Copper Boilers and Frames, Dairy Utensils, Etc.: [621, 94, 859, 119]
article-heading: LATE BRITISH PREMIER.: [21, 69, 121, 78]
ad-title: MICRO!: [637, 989, 724, 1015]
ad-title: C. FERRIS: [533, 88, 588, 100]
article-heading: A.J.C. MEETING.: [291, 492, 357, 502]
ad-name: WILLIAMS and KETTLE LTD.: [397, 1087, 492, 1106]
ad-name: F. S. Malcolm & Co.: [396, 412, 493, 425]
article-text: (Per Press Association.) AUCKLAND, April 25. The following are the Auckland Racing Club's nominations for the winter meeting.: [147, 970, 259, 1012]
ad-subtitle: GLADSTONE ROAD, GISBORNE.: [643, 936, 717, 954]
price: £825.: [915, 952, 941, 964]
ad-text: HOT AND COLD WATER FILTERS.: [673, 166, 807, 176]
ad-subtitle: GROCERS AND PROVISION MERCHANTS,: [530, 866, 591, 894]
article-subheading: TE RAU V. WANDERERS.: [19, 925, 123, 934]
ad-name: BLAIR and SAINSBURY,: [513, 223, 608, 232]
ad-name: $D^R$. TUTERE $W^I$ $R^{EPA}$.: [519, 251, 602, 262]
ad-subtitle: HARDWARE DEPARTMENT.: [996, 902, 1104, 911]
ad-text: F. HALL & SONS, Proprietors,: [681, 211, 799, 221]
article-subheading: A SEVERE ENGAGEMENT.: [15, 732, 127, 741]
ad-title: CONFECTIONERY:: [749, 890, 850, 903]
article-text: United Press Association—Copyright. (Received April 26, 4.30 p.m.) LONDON, April 25. Obituary: William Kenyon Slaney, Privy Councillor, aged 61.: [4, 200, 138, 241]
ad-subtitle: MATAWHERO SALEYARDS,: [395, 1054, 494, 1063]
article-subheading: AUCKLAND NOMINATIONS.: [169, 952, 237, 969]
